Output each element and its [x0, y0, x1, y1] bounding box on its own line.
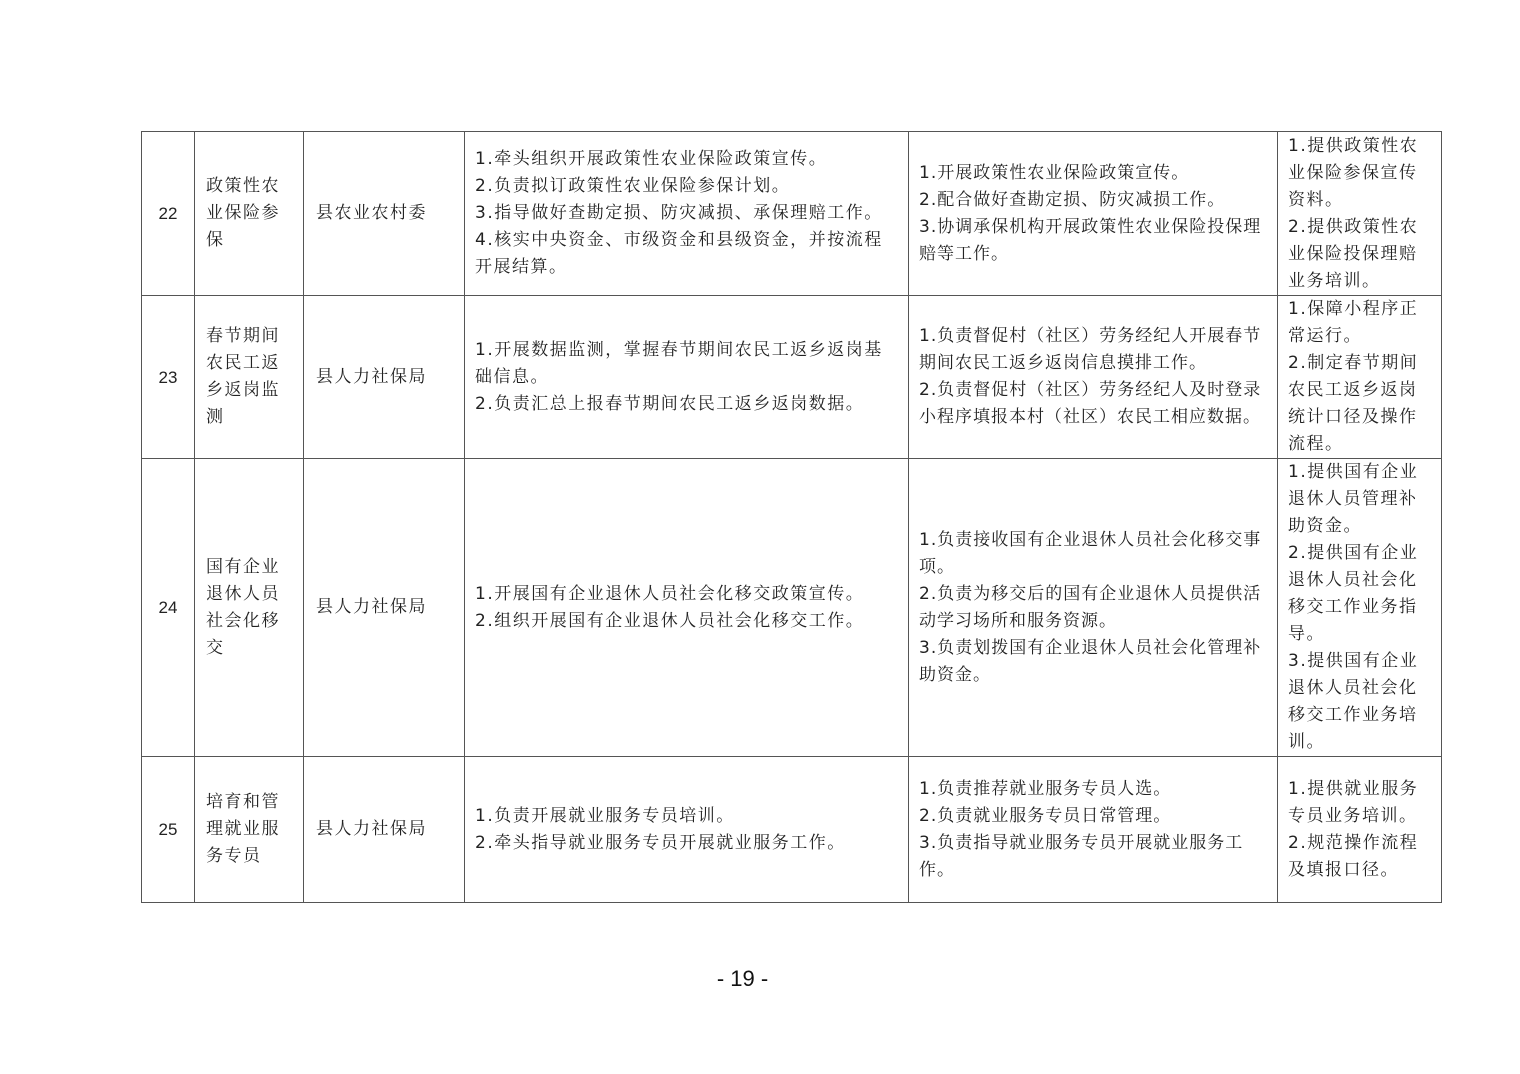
- department-duties: [465, 757, 909, 903]
- duty-line: 4.核实中央资金、市级资金和县级资金，并按流程开展结算。: [475, 230, 883, 277]
- page-number: - 19 -: [716, 966, 769, 991]
- town-duties: [909, 132, 1278, 296]
- town-duties: [909, 459, 1278, 757]
- town-duties: [909, 757, 1278, 903]
- duty-line: 2.负责汇总上报春节期间农民工返乡返岗数据。: [475, 393, 865, 414]
- town-duty-line: 1.负责督促村（社区）劳务经纪人开展春节期间农民工返乡返岗信息摸排工作。: [919, 326, 1262, 373]
- town-duty-line: 2.负责为移交后的国有企业退休人员提供活动学习场所和服务资源。: [919, 583, 1262, 631]
- table-row: [142, 757, 1442, 903]
- duty-line: 1.开展数据监测，掌握春节期间农民工返乡返岗基础信息。: [475, 339, 883, 387]
- town-duty-line: 3.负责指导就业服务专员开展就业服务工作。: [919, 832, 1244, 880]
- support-line: 1.提供国有企业退休人员管理补助资金。: [1288, 462, 1419, 536]
- support-line: 2.规范操作流程及填报口径。: [1288, 832, 1419, 880]
- row-number: 23: [142, 296, 195, 459]
- town-duty-line: 2.负责就业服务专员日常管理。: [919, 805, 1172, 826]
- duty-line: 1.负责开展就业服务专员培训。: [475, 805, 735, 826]
- support-line: 1.保障小程序正常运行。: [1288, 299, 1419, 346]
- support-line: 2.制定春节期间农民工返乡返岗统计口径及操作流程。: [1288, 353, 1419, 454]
- table-row: [142, 296, 1442, 459]
- town-duty-line: 1.负责推荐就业服务专员人选。: [919, 778, 1172, 799]
- lead-department: 县人力社保局: [304, 459, 465, 757]
- responsibility-table: [141, 131, 1442, 903]
- lead-department: 县人力社保局: [304, 296, 465, 459]
- support-measures: [1278, 296, 1442, 459]
- duty-line: 2.组织开展国有企业退休人员社会化移交工作。: [475, 610, 865, 631]
- support-line: 1.提供就业服务专员业务培训。: [1288, 778, 1419, 826]
- item-name: 政策性农业保险参保: [195, 132, 304, 296]
- support-measures: [1278, 459, 1442, 757]
- table-row: [142, 459, 1442, 757]
- item-name: 国有企业退休人员社会化移交: [195, 459, 304, 757]
- support-line: 2.提供国有企业退休人员社会化移交工作业务指导。: [1288, 543, 1419, 644]
- duty-line: 2.牵头指导就业服务专员开展就业服务工作。: [475, 832, 846, 853]
- row-number: 24: [142, 459, 195, 757]
- town-duty-line: 1.开展政策性农业保险政策宣传。: [919, 162, 1190, 183]
- department-duties: [465, 132, 909, 296]
- town-duty-line: 2.负责督促村（社区）劳务经纪人及时登录小程序填报本村（社区）农民工相应数据。: [919, 380, 1262, 427]
- duty-line: 1.牵头组织开展政策性农业保险政策宣传。: [475, 149, 828, 169]
- lead-department: 县人力社保局: [304, 757, 465, 903]
- support-measures: [1278, 757, 1442, 903]
- row-number: 22: [142, 132, 195, 296]
- support-line: 2.提供政策性农业保险投保理赔业务培训。: [1288, 216, 1419, 291]
- town-duty-line: 1.负责接收国有企业退休人员社会化移交事项。: [919, 529, 1262, 577]
- support-line: 1.提供政策性农业保险参保宣传资料。: [1288, 135, 1419, 210]
- lead-department: 县农业农村委: [304, 132, 465, 296]
- duty-line: 1.开展国有企业退休人员社会化移交政策宣传。: [475, 583, 865, 604]
- town-duty-line: 2.配合做好查勘定损、防灾减损工作。: [919, 189, 1226, 210]
- item-name: 春节期间农民工返乡返岗监测: [195, 296, 304, 459]
- department-duties: [465, 459, 909, 757]
- duty-line: 2.负责拟订政策性农业保险参保计划。: [475, 176, 791, 196]
- duty-line: 3.指导做好查勘定损、防灾减损、承保理赔工作。: [475, 203, 883, 223]
- row-number: 25: [142, 757, 195, 903]
- support-line: 3.提供国有企业退休人员社会化移交工作业务培训。: [1288, 651, 1419, 752]
- town-duty-line: 3.协调承保机构开展政策性农业保险投保理赔等工作。: [919, 216, 1262, 264]
- town-duty-line: 3.负责划拨国有企业退休人员社会化管理补助资金。: [919, 637, 1262, 685]
- support-measures: [1278, 132, 1442, 296]
- department-duties: [465, 296, 909, 459]
- item-name: 培育和管理就业服务专员: [195, 757, 304, 903]
- table-row: [142, 132, 1442, 296]
- town-duties: [909, 296, 1278, 459]
